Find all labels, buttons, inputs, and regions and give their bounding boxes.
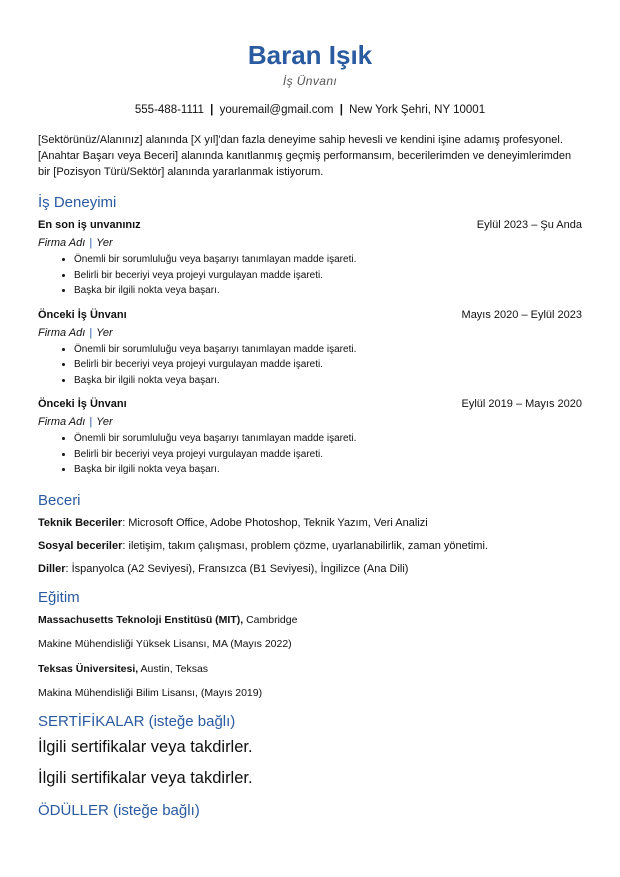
company-line — [38, 237, 582, 249]
job-dates: Eylül 2019 – Mayıs 2020 — [461, 398, 582, 410]
location: New York Şehri, NY 10001 — [349, 104, 486, 116]
school-city: Cambridge — [243, 613, 298, 626]
job-title: En son iş unvanınız — [38, 219, 141, 231]
skill-value: : İspanyolca (A2 Seviyesi), Fransızca (B1 Seviyesi), İngilizce (Ana Dili) — [65, 562, 409, 575]
company-location: Yer — [96, 237, 113, 249]
separator: | — [339, 104, 343, 116]
job-title: Önceki İş Ünvanı — [38, 308, 127, 321]
skill-value: : iletişim, takım çalışması, problem çözme, uyarlanabilirlik, zaman yönetimi. — [122, 539, 488, 552]
pipe-separator: | — [89, 326, 93, 339]
skill-value: : Microsoft Office, Adobe Photoshop, Teknik Yazım, Veri Analizi — [122, 516, 428, 529]
bullet-item: • Önemli bir sorumluluğu veya başarıyı tanımlayan madde işareti. — [74, 342, 582, 358]
school-line — [38, 663, 582, 675]
school-name: Massachusetts Teknoloji Enstitüsü (MIT), — [38, 613, 244, 626]
job-title-subtitle: İş Ünvanı — [282, 74, 338, 88]
contact-line — [0, 104, 620, 116]
degree-line: Makina Mühendisliği Bilim Lisansı, (Mayıs 2019) — [38, 686, 263, 699]
company-line — [38, 327, 582, 339]
bullet-item: • Belirli bir beceriyi veya projeyi vurgulayan madde işareti. — [74, 357, 582, 373]
bullet-item: • Önemli bir sorumluluğu veya başarıyı tanımlayan madde işareti. — [74, 431, 582, 447]
job-title: Önceki İş Ünvanı — [38, 398, 127, 410]
phone-number: 555-488-1111 — [134, 104, 204, 116]
bullet-item: • Önemli bir sorumluluğu veya başarıyı tanımlayan madde işareti. — [74, 252, 582, 268]
experience-heading: İş Deneyimi — [38, 194, 117, 211]
school-name: Teksas Üniversitesi, — [38, 662, 139, 675]
company-line — [38, 416, 582, 428]
certification-item: İlgili sertifikalar veya takdirler. — [38, 737, 253, 756]
skills-list — [38, 517, 582, 575]
school-line — [38, 614, 582, 626]
degree-line: Makine Mühendisliği Yüksek Lisansı, MA (Mayıs 2022) — [38, 637, 292, 650]
job-entry — [38, 309, 582, 389]
skill-label: Diller — [38, 562, 66, 575]
company-name: Firma Adı — [38, 237, 86, 249]
bullet-item: • Başka bir ilgili nokta veya başarı. — [74, 373, 582, 389]
job-bullets — [38, 342, 582, 389]
job-bullets — [38, 252, 582, 299]
education-list — [38, 614, 582, 699]
skill-label: Teknik Beceriler — [38, 516, 123, 529]
candidate-name: Baran Işık — [247, 40, 373, 70]
certification-item: İlgili sertifikalar veya takdirler. — [38, 768, 253, 787]
bullet-item: • Başka bir ilgili nokta veya başarı. — [74, 462, 582, 478]
certifications-list — [38, 738, 582, 788]
education-heading: Eğitim — [38, 588, 80, 606]
separator: | — [210, 104, 214, 116]
school-city: Austin, Teksas — [138, 662, 209, 675]
bullet-item: • Belirli bir beceriyi veya projeyi vurgulayan madde işareti. — [74, 268, 582, 284]
pipe-separator: | — [89, 237, 93, 249]
awards-heading: ÖDÜLLER (isteğe bağlı) — [38, 801, 200, 819]
bullet-item: • Belirli bir beceriyi veya projeyi vurgulayan madde işareti. — [74, 447, 582, 463]
company-location: Yer — [96, 326, 113, 339]
job-dates: Mayıs 2020 – Eylül 2023 — [461, 308, 582, 321]
resume-header — [0, 0, 620, 88]
job-entry — [38, 398, 582, 478]
company-name: Firma Adı — [38, 326, 86, 339]
skill-row — [38, 563, 582, 575]
job-dates: Eylül 2023 – Şu Anda — [476, 219, 582, 231]
skill-row — [38, 540, 582, 552]
email-address: youremail@gmail.com — [219, 104, 334, 116]
pipe-separator: | — [89, 416, 93, 428]
job-entry — [38, 219, 582, 299]
certifications-heading: SERTİFİKALAR (isteğe bağlı) — [38, 712, 236, 730]
skill-row — [38, 517, 582, 529]
job-bullets — [38, 431, 582, 478]
professional-summary: [Sektörünüz/Alanınız] alanında [X yıl]'dan fazla deneyime sahip hevesli ve kendini işine adamış profesyonel. [Anahtar Başarı veya Beceri] alanında kanıtlanmış geçmiş performansım, becerilerimden ve deneyimlerimden bir [Pozisyon Türü/Sektör] alanında yararlanmak istiyorum. — [38, 134, 572, 178]
skills-heading: Beceri — [38, 491, 81, 509]
company-name: Firma Adı — [38, 416, 86, 428]
company-location: Yer — [96, 416, 113, 428]
skill-label: Sosyal beceriler — [38, 539, 123, 552]
bullet-item: • Başka bir ilgili nokta veya başarı. — [74, 283, 582, 299]
